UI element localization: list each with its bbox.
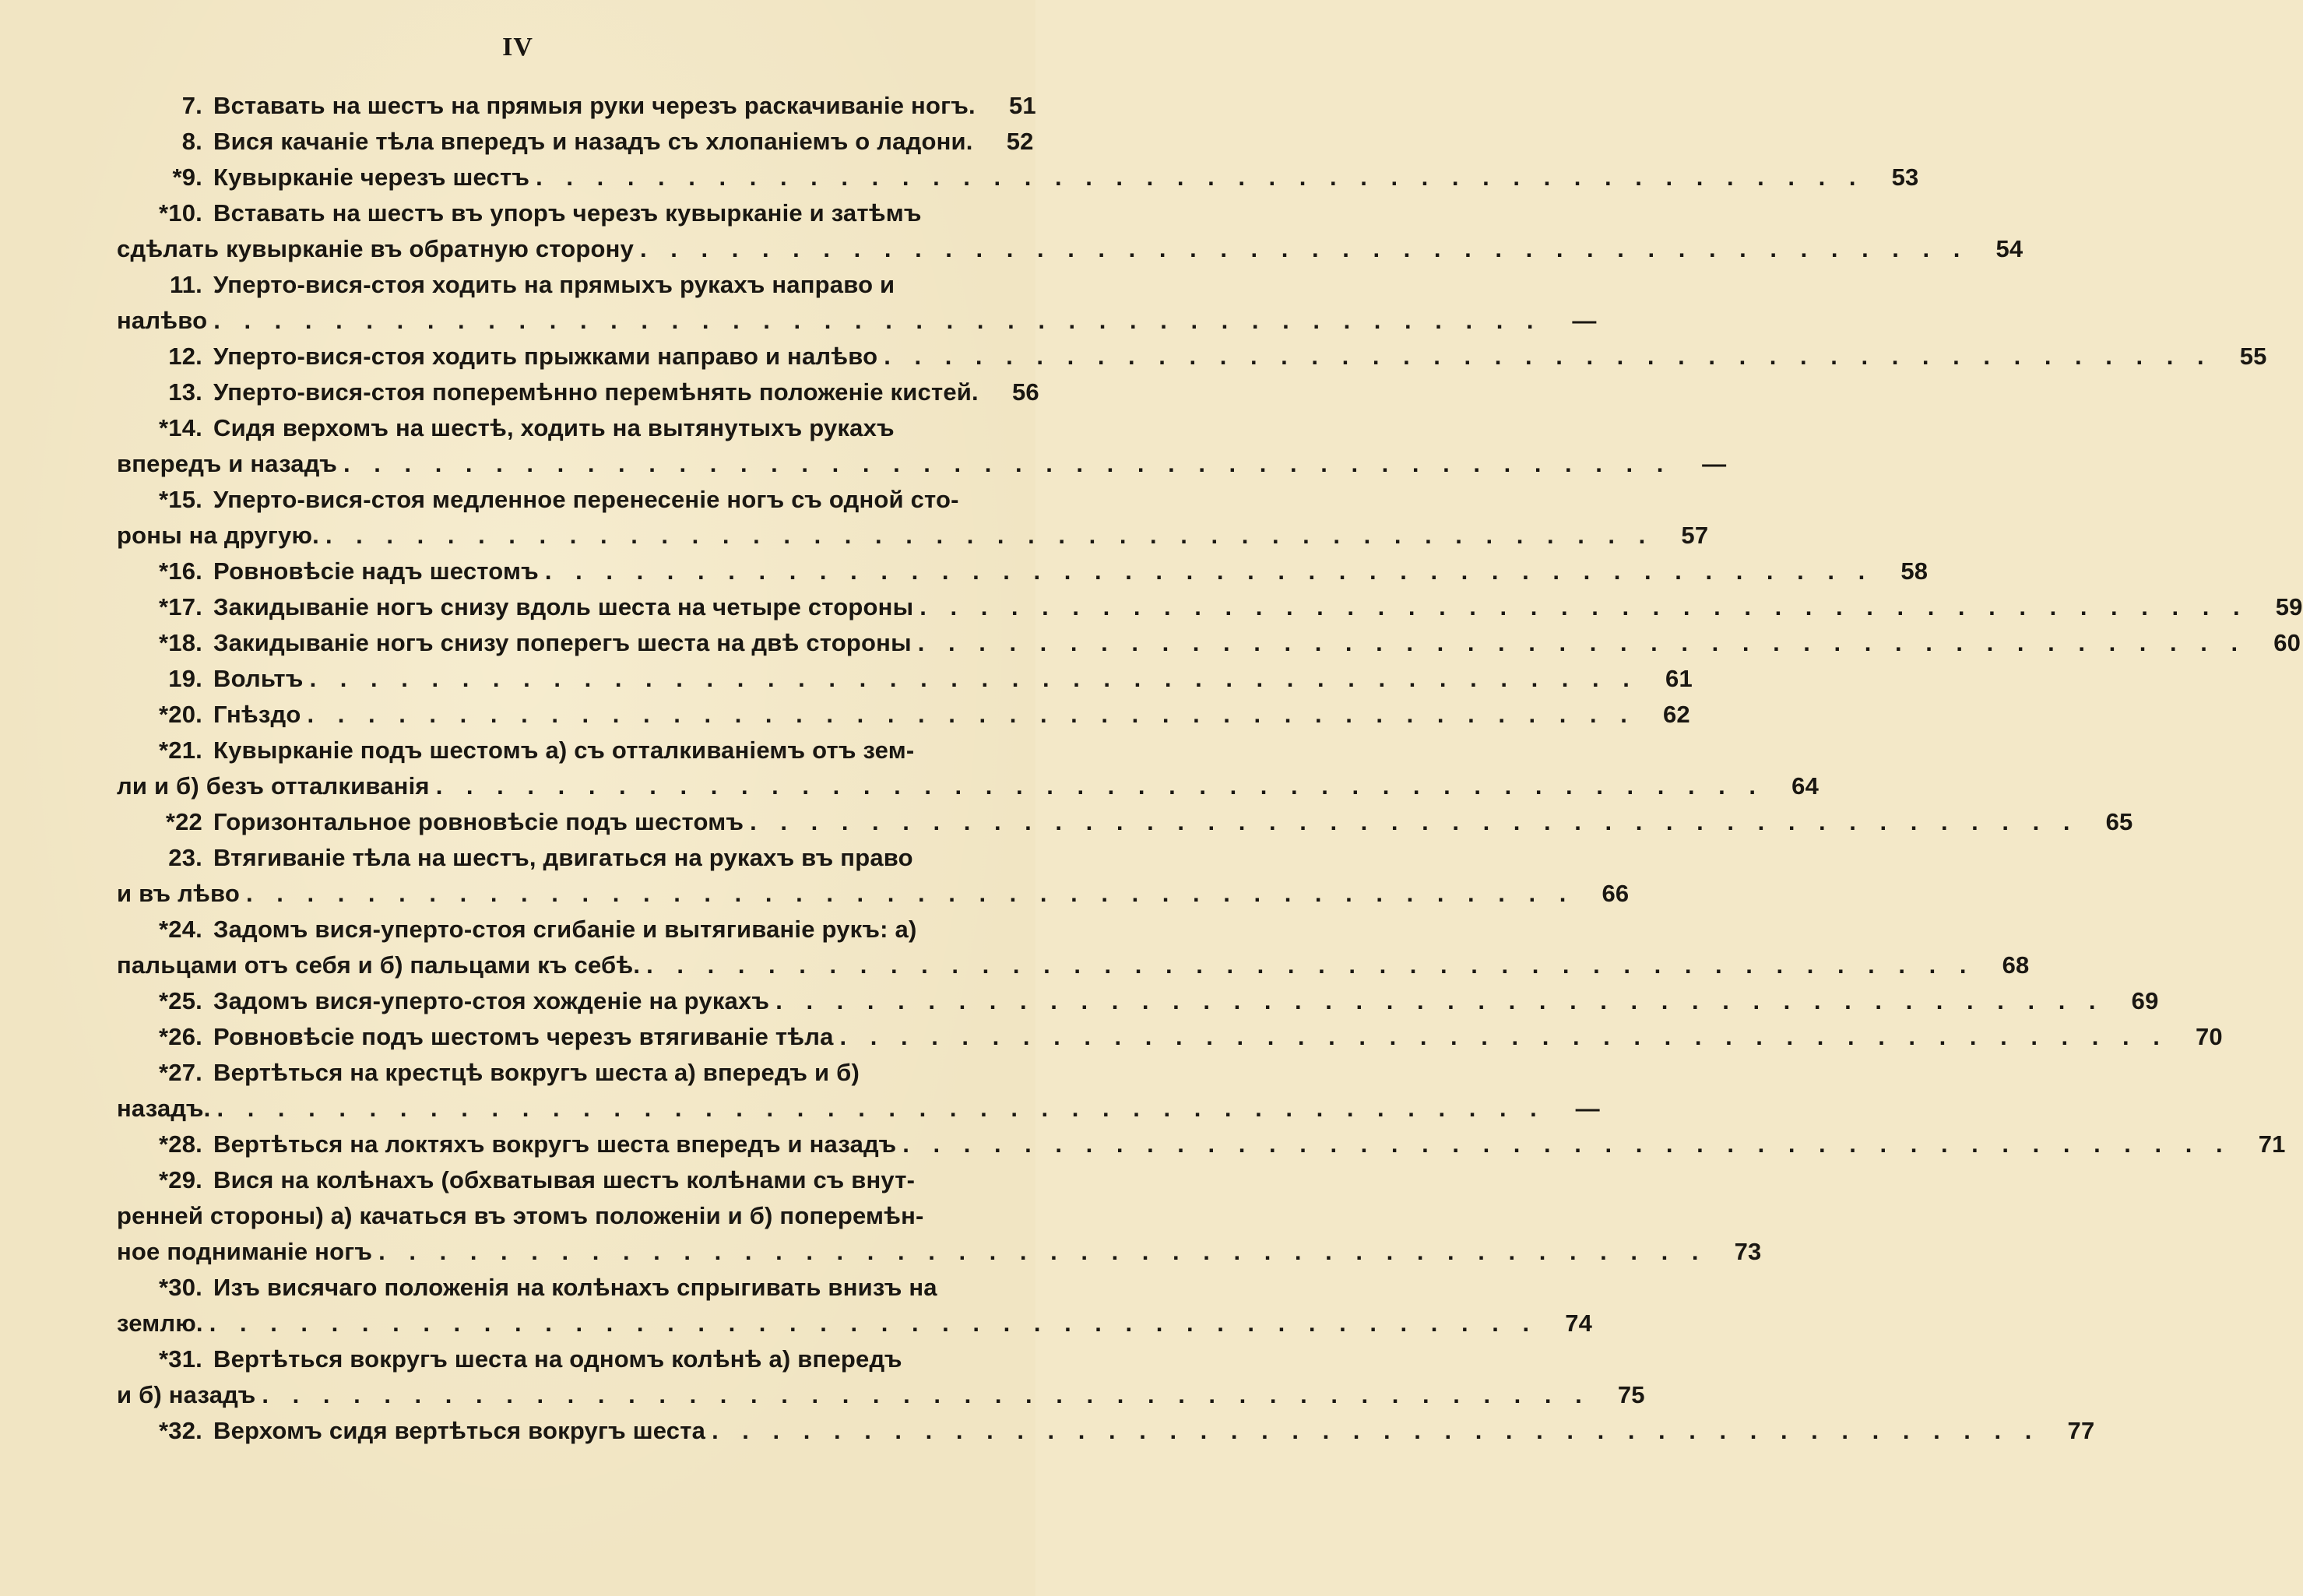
entry-title: и въ лѣво (117, 880, 241, 907)
entry-title: назадъ. (117, 1095, 211, 1122)
leader-dots: . . . . . . . . . . . . . . . . . . . . . . . . . . . . . . . . . . . . . . . . . . . . (309, 665, 1638, 692)
entry-number: *17. (159, 593, 202, 620)
entry-title: Верхомъ сидя вертѣться вокругъ шеста (213, 1417, 706, 1444)
toc-entry (117, 736, 1820, 808)
toc-entry (117, 92, 1036, 128)
entry-number: *31. (159, 1345, 202, 1373)
toc-line (117, 1345, 965, 1381)
toc-entry (117, 916, 2030, 987)
toc-line (117, 1023, 2223, 1059)
entry-title: Втягиваніе тѣла на шестъ, двигаться на рукахъ въ право (213, 844, 913, 871)
leader-dots: . . . . . . . . . . . . . . . . . . . . . . . . . . . . . . . . . . . . . . . . . . . . (544, 557, 1874, 585)
entry-number: 12. (168, 343, 202, 370)
toc-line (117, 235, 2023, 271)
table-of-contents (117, 92, 2303, 1453)
toc-entry (117, 1417, 2095, 1453)
leader-dots: . . . . . . . . . . . . . . . . . . . . . . . . . . . . . . . . . . . . . . . . . . . . (712, 1417, 2041, 1444)
entry-number: *27. (159, 1059, 202, 1086)
toc-line (117, 1309, 1593, 1345)
entry-title: сдѣлать кувырканіе въ обратную сторону (117, 235, 635, 262)
toc-entry (117, 629, 2301, 665)
entry-title: Уперто-вися-стоя ходить на прямыхъ рукахъ направо и (213, 271, 895, 298)
toc-line (117, 271, 965, 307)
leader-dots: . . . . . . . . . . . . . . . . . . . . . . . . . . . . . . . . . . . . . . . . . . . . (307, 701, 1636, 728)
toc-entry (117, 414, 1727, 486)
entry-number: *14. (159, 414, 202, 441)
toc-entry (117, 378, 1039, 414)
entry-number: *30. (159, 1274, 202, 1301)
leader-dots: . . . . . . . . . . . . . . . . . . . . . . . . . . . . . . . . . . . . . . . . . . . . (750, 808, 2079, 835)
leader-dots: . . . . . . . . . . . . . . . . . . . . . . . . . . . . . . . . . . . . . . . . . . . . (902, 1130, 2231, 1158)
entry-title: ное подниманіе ногъ (117, 1238, 373, 1265)
entry-title: пальцами отъ себя и б) пальцами къ себѣ. (117, 951, 641, 979)
leader-dots: . . . . . . . . . . . . . . . . . . . . . . . . . . . . . . . . . . . . . . . . . . . . (216, 1095, 1545, 1122)
toc-line (117, 307, 1597, 343)
page-reference: 64 (1791, 772, 1820, 800)
toc-entry (117, 844, 1630, 916)
entry-number: 23. (168, 844, 202, 871)
page-reference: 53 (1891, 163, 1919, 191)
page-reference: — (1575, 1095, 1600, 1122)
page-reference: 70 (2195, 1023, 2223, 1050)
entry-number: *21. (159, 736, 202, 764)
entry-number: *9. (172, 163, 202, 191)
toc-line (117, 343, 2267, 378)
toc-entry (117, 1274, 1593, 1345)
page-reference: 55 (2239, 343, 2267, 370)
toc-line (117, 1238, 1762, 1274)
toc-line (117, 1274, 965, 1309)
entry-title: ли и б) безъ отталкиванія (117, 772, 430, 800)
toc-entry (117, 1130, 2286, 1166)
toc-entry (117, 1059, 1600, 1130)
page-reference: 68 (2002, 951, 2030, 979)
leader-dots: . . . . . . . . . . . . . . . . . . . . . . . . . . . . . . . . . . . . . . . . . . . . (435, 772, 1765, 800)
toc-entry (117, 701, 1690, 736)
toc-entry (117, 128, 1034, 163)
page-reference: 73 (1734, 1238, 1762, 1265)
entry-title: Закидываніе ногъ снизу поперегъ шеста на двѣ стороны (213, 629, 912, 656)
entry-title: Изъ висячаго положенія на колѣнахъ спрыгивать внизъ на (213, 1274, 937, 1301)
toc-line (117, 665, 1693, 701)
toc-line (117, 772, 1820, 808)
toc-line (117, 486, 965, 522)
toc-line (117, 736, 965, 772)
entry-title: Сидя верхомъ на шестѣ, ходить на вытянутыхъ рукахъ (213, 414, 895, 441)
toc-line (117, 557, 1929, 593)
page-reference: 61 (1665, 665, 1693, 692)
toc-line (117, 128, 1034, 163)
page-reference: — (1702, 450, 1727, 477)
leader-dots: . . . . . . . . . . . . . . . . . . . . . . . . . . . . . . . . . . . . . . . . . . . . (536, 163, 1865, 191)
entry-number: *32. (159, 1417, 202, 1444)
entry-title: Гнѣздо (213, 701, 301, 728)
toc-line (117, 629, 2301, 665)
entry-title: налѣво (117, 307, 208, 334)
toc-line (117, 163, 1919, 199)
entry-title: Уперто-вися-стоя ходить прыжками направо и налѣво (213, 343, 878, 370)
toc-entry (117, 486, 1709, 557)
page-reference: 62 (1662, 701, 1690, 728)
toc-entry (117, 1166, 1762, 1274)
entry-title: Кувырканіе подъ шестомъ а) съ отталкиваніемъ отъ зем- (213, 736, 915, 764)
page-reference: 56 (1011, 378, 1039, 406)
leader-dots: . . . . . . . . . . . . . . . . . . . . . . . . . . . . . . . . . . . . . . . . . . . . (646, 951, 1975, 979)
entry-title: Ровновѣсіе надъ шестомъ (213, 557, 539, 585)
page-reference: 58 (1900, 557, 1929, 585)
entry-number: 7. (181, 92, 202, 119)
toc-line (117, 593, 2303, 629)
leader-dots: . . . . . . . . . . . . . . . . . . . . . . . . . . . . . . . . . . . . . . . . . . . . (839, 1023, 2168, 1050)
page-reference: 69 (2131, 987, 2159, 1014)
toc-entry (117, 557, 1929, 593)
page-reference: 74 (1565, 1309, 1593, 1337)
leader-dots: . . . . . . . . . . . . . . . . . . . . . . . . . . . . . . . . . . . . . . . . . . . . (209, 1309, 1538, 1337)
page-reference: 71 (2258, 1130, 2286, 1158)
page-reference: 77 (2067, 1417, 2095, 1444)
page-reference: 60 (2273, 629, 2301, 656)
page-reference: — (1572, 307, 1597, 334)
toc-line (117, 378, 1039, 414)
entry-number: *18. (159, 629, 202, 656)
entry-number: *25. (159, 987, 202, 1014)
entry-number: *22 (165, 808, 202, 835)
page-reference: 51 (1008, 92, 1036, 119)
entry-number: 19. (168, 665, 202, 692)
toc-entry (117, 593, 2303, 629)
entry-title: Вертѣться вокругъ шеста на одномъ колѣнѣ а) впередъ (213, 1345, 902, 1373)
toc-line (117, 701, 1690, 736)
toc-entry (117, 163, 1919, 199)
entry-number: 13. (168, 378, 202, 406)
entry-title: и б) назадъ (117, 1381, 256, 1408)
toc-line (117, 414, 965, 450)
toc-entry (117, 1023, 2223, 1059)
entry-title: Вставать на шестъ въ упоръ черезъ кувырканіе и затѣмъ (213, 199, 922, 227)
entry-number: 8. (181, 128, 202, 155)
toc-line (117, 1095, 1600, 1130)
toc-entry (117, 987, 2159, 1023)
leader-dots: . . . . . . . . . . . . . . . . . . . . . . . . . . . . . . . . . . . . . . . . . . . . (246, 880, 1575, 907)
leader-dots: . . . . . . . . . . . . . . . . . . . . . . . . . . . . . . . . . . . . . . . . . . . . (917, 629, 2247, 656)
entry-title: Закидываніе ногъ снизу вдоль шеста на четыре стороны (213, 593, 914, 620)
leader-dots: . . . . . . . . . . . . . . . . . . . . . . . . . . . . . . . . . . . . . . . . . . . . (775, 987, 2104, 1014)
entry-title: Вертѣться на крестцѣ вокругъ шеста а) впередъ и б) (213, 1059, 860, 1086)
page-number: IV (502, 33, 533, 62)
entry-number: *20. (159, 701, 202, 728)
entry-title: Уперто-вися-стоя поперемѣнно перемѣнять положеніе кистей. (213, 378, 979, 406)
leader-dots: . . . . . . . . . . . . . . . . . . . . . . . . . . . . . . . . . . . . . . . . . . . . (378, 1238, 1707, 1265)
page-reference: 66 (1602, 880, 1630, 907)
entry-number: *26. (159, 1023, 202, 1050)
entry-title: ренней стороны) а) качаться въ этомъ положеніи и б) поперемѣн- (117, 1202, 924, 1229)
leader-dots: . . . . . . . . . . . . . . . . . . . . . . . . . . . . . . . . . . . . . . . . . . . . (640, 235, 1969, 262)
leader-dots: . . . . . . . . . . . . . . . . . . . . . . . . . . . . . . . . . . . . . . . . . . . . (884, 343, 2213, 370)
entry-number: *28. (159, 1130, 202, 1158)
leader-dots: . . . . . . . . . . . . . . . . . . . . . . . . . . . . . . . . . . . . . . . . . . . . (262, 1381, 1591, 1408)
entry-number: *24. (159, 916, 202, 943)
toc-line (117, 92, 1036, 128)
toc-entry (117, 271, 1597, 343)
entry-number: *16. (159, 557, 202, 585)
toc-entry (117, 343, 2267, 378)
leader-dots: . . . . . . . . . . . . . . . . . . . . . . . . . . . . . . . . . . . . . . . . . . . . (919, 593, 2249, 620)
toc-line (117, 951, 2030, 987)
page-reference: 52 (1006, 128, 1034, 155)
toc-entry (117, 665, 1693, 701)
entry-number: *10. (159, 199, 202, 227)
entry-number: *29. (159, 1166, 202, 1193)
entry-title: Вольтъ (213, 665, 304, 692)
toc-line (117, 808, 2133, 844)
toc-line (117, 916, 965, 951)
toc-line (117, 1059, 965, 1095)
entry-title: Вертѣться на локтяхъ вокругъ шеста впередъ и назадъ (213, 1130, 897, 1158)
leader-dots: . . . . . . . . . . . . . . . . . . . . . . . . . . . . . . . . . . . . . . . . . . . . (325, 522, 1654, 549)
toc-line (117, 450, 1727, 486)
entry-title: Кувырканіе черезъ шестъ (213, 163, 530, 191)
toc-entry (117, 1345, 1645, 1417)
entry-title: Задомъ вися-уперто-стоя хожденіе на рукахъ (213, 987, 770, 1014)
page-reference: 59 (2275, 593, 2303, 620)
entry-title: впередъ и назадъ (117, 450, 338, 477)
page-reference: 57 (1681, 522, 1709, 549)
toc-line (117, 522, 1709, 557)
entry-title: Вися на колѣнахъ (обхватывая шестъ колѣнами съ внут- (213, 1166, 916, 1193)
toc-line (117, 1166, 965, 1202)
page-reference: 75 (1617, 1381, 1645, 1408)
entry-title: землю. (117, 1309, 203, 1337)
toc-line (117, 844, 965, 880)
toc-line (117, 1202, 965, 1238)
page-reference: 65 (2105, 808, 2133, 835)
entry-title: Ровновѣсіе подъ шестомъ черезъ втягиваніе тѣла (213, 1023, 834, 1050)
entry-title: Уперто-вися-стоя медленное перенесеніе ногъ съ одной сто- (213, 486, 959, 513)
entry-number: 11. (170, 271, 202, 298)
entry-title: роны на другую. (117, 522, 319, 549)
entry-title: Горизонтальное ровновѣсіе подъ шестомъ (213, 808, 744, 835)
entry-title: Задомъ вися-уперто-стоя сгибаніе и вытягиваніе рукъ: а) (213, 916, 917, 943)
entry-title: Вставать на шестъ на прямыя руки черезъ раскачиваніе ногъ. (213, 92, 976, 119)
page-reference: 54 (1995, 235, 2023, 262)
toc-entry (117, 808, 2133, 844)
toc-entry (117, 199, 2023, 271)
toc-line (117, 880, 1630, 916)
toc-line (117, 1130, 2286, 1166)
toc-line (117, 987, 2159, 1023)
leader-dots: . . . . . . . . . . . . . . . . . . . . . . . . . . . . . . . . . . . . . . . . . . . . (343, 450, 1672, 477)
entry-number: *15. (159, 486, 202, 513)
leader-dots: . . . . . . . . . . . . . . . . . . . . . . . . . . . . . . . . . . . . . . . . . . . . (213, 307, 1542, 334)
toc-line (117, 1417, 2095, 1453)
toc-line (117, 199, 965, 235)
toc-line (117, 1381, 1645, 1417)
entry-title: Вися качаніе тѣла впередъ и назадъ съ хлопаніемъ о ладони. (213, 128, 973, 155)
